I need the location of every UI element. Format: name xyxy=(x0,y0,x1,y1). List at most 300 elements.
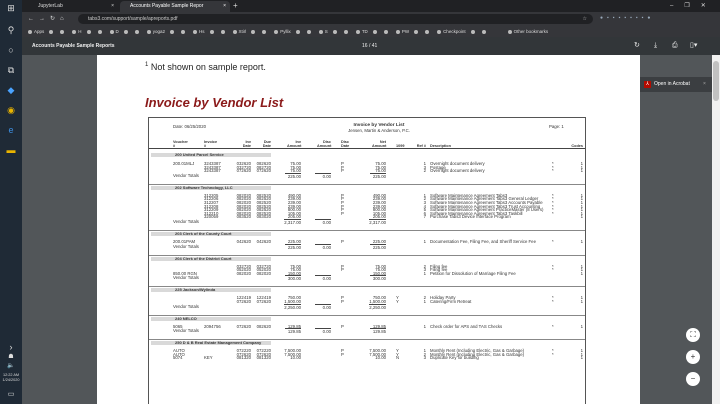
inv-date-cell: 082020 xyxy=(236,192,251,198)
clock-date: 1/24/2020 xyxy=(2,378,20,382)
bookmark-label: Xtirl xyxy=(238,29,247,34)
bookmark-favicon-icon xyxy=(251,30,255,34)
open-in-acrobat-label: Open in Acrobat xyxy=(654,81,690,87)
clock-time: 12:22 AM xyxy=(2,373,20,377)
net-amount-cell: 225.00 xyxy=(372,238,386,244)
disc-date-cell: P xyxy=(341,203,344,209)
report-date: Date: 06/25/2020 xyxy=(173,124,206,129)
due-date-cell: 082520 xyxy=(256,203,271,209)
total-inv-amount: 129.85 xyxy=(285,328,301,334)
bookmark-item[interactable] xyxy=(319,26,350,37)
voucher-cell: 850.00 RGN xyxy=(173,270,197,276)
code-cell: 1 xyxy=(580,298,583,304)
total-inv-amount: 300.00 xyxy=(285,275,301,281)
extension-icons[interactable]: ●▪▪▪▪▪▪▪● xyxy=(600,15,655,21)
code-cell: 1 xyxy=(580,355,583,361)
due-date-cell: 081320 xyxy=(256,355,271,361)
code-cell: 1 xyxy=(580,270,583,276)
vendor-header xyxy=(149,315,585,320)
inv-amount-cell: 239.00 xyxy=(287,199,301,205)
address-bar-row xyxy=(22,12,720,26)
vendor-header xyxy=(149,286,585,291)
inv-date-cell: 032720 xyxy=(236,263,251,269)
report-image xyxy=(148,117,586,404)
1099-cell: Y xyxy=(396,295,399,301)
description-cell: Software Maintenance Agreement Tabs3 Accounts Payable xyxy=(430,199,543,205)
code-cell: 1 xyxy=(580,214,583,220)
net-amount-cell: 800.00 xyxy=(372,207,386,213)
total-disc-amount: 0.00 xyxy=(315,275,331,281)
bookmark-label: H xyxy=(78,29,82,34)
total-net-amount: 2,250.00 xyxy=(369,304,386,310)
net-amount-cell: 150.00 xyxy=(372,270,386,276)
notifications-icon[interactable]: ▭ xyxy=(7,391,15,398)
net-amount-cell: 750.00 xyxy=(372,295,386,301)
flag-cell: * xyxy=(552,238,554,244)
net-amount-cell: 490.00 xyxy=(372,192,386,198)
inv-amount-cell: 150.00 xyxy=(287,270,301,276)
inv-date-cell: 082020 xyxy=(236,270,251,276)
flag-cell: * xyxy=(552,192,554,198)
flag-cell: * xyxy=(552,161,554,166)
total-net-amount: 225.00 xyxy=(370,244,386,250)
chrome-icon[interactable]: ◉ xyxy=(7,105,15,115)
flag-cell: * xyxy=(552,164,554,170)
vendor-header xyxy=(149,230,585,235)
due-date-cell: 083020 xyxy=(256,214,271,220)
vscode-icon[interactable]: ◆ xyxy=(7,85,15,95)
bookmark-item[interactable] xyxy=(508,26,549,37)
footnote xyxy=(145,62,266,72)
column-header: Description xyxy=(430,144,451,148)
flag-cell: * xyxy=(552,196,554,202)
bookmark-label: Checkpoint xyxy=(443,29,466,34)
column-header: Invoice # xyxy=(204,140,218,148)
inv-date-cell: 082020 xyxy=(236,210,251,216)
code-cell: 1 xyxy=(580,203,583,209)
description-cell: Filing fee xyxy=(430,263,448,269)
disc-date-cell: P xyxy=(341,199,344,205)
report-firm: Jensen, Martin & Anderson, P.C. xyxy=(348,128,410,133)
voucher-cell: 200.01MLJ xyxy=(173,161,195,166)
vendor-totals-row xyxy=(149,274,585,282)
inv-date-cell: 072620 xyxy=(236,351,251,357)
ref-cell: 2 xyxy=(423,168,426,174)
inv-date-cell: 072620 xyxy=(236,298,251,304)
ref-cell: 3 xyxy=(423,164,426,170)
inv-date-cell: 032620 xyxy=(236,161,251,166)
tab-strip xyxy=(22,0,720,12)
ref-cell: 2 xyxy=(423,196,426,202)
bookmark-label: TD xyxy=(361,29,368,34)
invoice-cell: 3243387 xyxy=(204,164,221,170)
invoice-cell: 312207 xyxy=(204,199,219,205)
edge-icon[interactable]: e xyxy=(8,125,14,135)
pdf-toolbar xyxy=(22,37,720,55)
ref-cell: 1 xyxy=(423,238,426,244)
vendor-totals-label: Vendor Totals xyxy=(173,243,199,249)
net-amount-cell: 105.00 xyxy=(372,210,386,216)
windows-start-icon[interactable]: ⊞ xyxy=(7,3,15,13)
net-amount-cell: 1,500.00 xyxy=(369,298,386,304)
column-header: Ref # xyxy=(416,144,426,148)
inv-amount-cell: 10.00 xyxy=(290,355,301,361)
flag-cell: * xyxy=(552,295,554,301)
column-header: Inv Date xyxy=(242,140,251,148)
clock[interactable] xyxy=(0,373,22,383)
page-indicator[interactable]: 16 / 41 xyxy=(362,43,378,49)
flag-cell: * xyxy=(552,207,554,213)
disc-date-cell: P xyxy=(341,323,344,329)
code-cell: 1 xyxy=(580,263,583,269)
bookmark-favicon-icon xyxy=(471,30,475,34)
tab-jupyterlab[interactable] xyxy=(28,1,118,12)
column-header: Voucher # xyxy=(173,140,188,148)
zoom-out-icon[interactable]: − xyxy=(686,372,700,386)
inv-amount-cell: 800.00 xyxy=(287,207,301,213)
net-amount-cell: 75.00 xyxy=(375,161,386,166)
due-date-cell: 082520 xyxy=(256,210,271,216)
inv-amount-cell: 7,500.00 xyxy=(284,351,301,357)
voucher-cell: 5074 xyxy=(173,355,183,361)
inv-date-cell: 032720 xyxy=(236,164,251,170)
inv-date-cell: 122419 xyxy=(236,295,251,301)
close-icon[interactable]: × xyxy=(703,81,706,87)
invoice-cell: 312209 xyxy=(204,207,219,213)
1099-cell: Y xyxy=(396,351,399,357)
bookmark-item[interactable] xyxy=(147,26,187,37)
bookmark-favicon-icon xyxy=(60,30,64,34)
url-input[interactable] xyxy=(78,14,593,24)
table-row xyxy=(149,355,585,359)
flag-cell: * xyxy=(552,348,554,354)
ref-cell: 6 xyxy=(423,210,426,216)
inv-date-cell: 082020 xyxy=(236,199,251,205)
bookmark-item[interactable] xyxy=(28,26,66,37)
due-date-cell: 072620 xyxy=(256,298,271,304)
total-net-amount: 129.85 xyxy=(370,328,386,334)
ref-cell: 3 xyxy=(423,267,426,273)
total-disc-amount: 0.00 xyxy=(315,219,331,225)
due-date-cell: 072620 xyxy=(256,168,271,174)
vendor-name: 200 United Parcel Service xyxy=(151,153,271,157)
fit-page-icon[interactable]: ⛶ xyxy=(686,328,700,342)
code-cell: 1 xyxy=(580,210,583,216)
task-view-icon[interactable]: ⧉ xyxy=(7,65,15,75)
inv-amount-cell: 75.00 xyxy=(290,263,301,269)
net-amount-cell: 129.85 xyxy=(372,323,386,329)
description-cell: Postage xyxy=(430,164,446,170)
bookmark-star-icon[interactable]: ☆ xyxy=(582,16,587,22)
code-cell: 1 xyxy=(580,348,583,354)
open-in-acrobat-button[interactable] xyxy=(640,77,712,92)
bookmark-item[interactable] xyxy=(193,26,227,37)
due-date-cell: 052020 xyxy=(256,267,271,273)
code-cell: 1 xyxy=(580,207,583,213)
more-options-icon[interactable]: ▯▾ xyxy=(690,42,698,49)
rotate-icon[interactable]: ↻ xyxy=(634,42,640,49)
description-cell: Filing fee xyxy=(430,267,448,273)
inv-amount-cell: 129.85 xyxy=(287,323,301,329)
inv-date-cell: 072620 xyxy=(236,168,251,174)
total-inv-amount: 2,317.00 xyxy=(284,219,301,225)
vendor-totals-label: Vendor Totals xyxy=(173,328,199,334)
ref-cell: 2 xyxy=(423,351,426,357)
code-cell: 1 xyxy=(580,196,583,202)
disc-date-cell: P xyxy=(341,238,344,244)
bookmark-favicon-icon xyxy=(98,30,102,34)
ref-cell: 1 xyxy=(423,323,426,329)
file-explorer-icon[interactable]: ▬ xyxy=(6,145,16,155)
net-amount-cell: 10.00 xyxy=(375,355,386,361)
bookmark-favicon-icon xyxy=(233,30,237,34)
vendor-name: 225 Jackson/Wylinda xyxy=(151,288,271,292)
flag-cell: * xyxy=(552,267,554,273)
search-icon[interactable]: ⚲ xyxy=(7,25,15,35)
disc-date-cell: P xyxy=(341,351,344,357)
ref-cell: 7 xyxy=(423,214,426,220)
column-header: Net Amount xyxy=(372,140,387,148)
net-amount-cell: 7,500.00 xyxy=(369,351,386,357)
inv-amount-cell: 7,500.00 xyxy=(284,348,301,354)
net-amount-cell: 239.00 xyxy=(372,199,386,205)
inv-date-cell: 072220 xyxy=(236,348,251,354)
code-cell: 1 xyxy=(580,295,583,301)
column-header: Codes xyxy=(571,144,583,148)
bookmark-item[interactable] xyxy=(233,26,269,37)
inv-amount-cell: 75.00 xyxy=(290,164,301,170)
code-cell: 1 xyxy=(580,192,583,198)
inv-amount-cell: 75.00 xyxy=(290,161,301,166)
vendor-totals-label: Vendor Totals xyxy=(173,275,199,281)
side-panel xyxy=(640,55,712,404)
bookmark-favicon-icon xyxy=(437,30,441,34)
bookmark-label: Apps xyxy=(34,29,45,34)
description-cell: Check order for APS and TAS Checks xyxy=(430,323,503,329)
due-date-cell: 122419 xyxy=(256,295,271,301)
bookmark-favicon-icon xyxy=(296,30,300,34)
inv-amount-cell: 75.00 xyxy=(290,168,301,174)
bookmark-favicon-icon xyxy=(181,30,185,34)
chevron-right-icon[interactable]: › xyxy=(9,342,13,352)
net-amount-cell: 239.00 xyxy=(372,203,386,209)
bookmark-favicon-icon xyxy=(28,30,32,34)
description-cell: Overnight document delivery xyxy=(430,168,485,174)
bookmark-label: PW xyxy=(401,29,410,34)
invoice-cell: KEY xyxy=(204,355,213,361)
inv-amount-cell: 1,500.00 xyxy=(284,298,301,304)
inv-amount-cell: 205.00 xyxy=(287,214,301,220)
net-amount-cell: 75.00 xyxy=(375,164,386,170)
vendor-name: 204 Clerk of the District Court xyxy=(151,257,271,261)
bookmark-favicon-icon xyxy=(425,30,429,34)
ref-cell: 1 xyxy=(423,192,426,198)
vendor-totals-row xyxy=(149,243,585,248)
bookmark-label: S xyxy=(324,29,328,34)
description-cell: Software Maintenance Agreement Tabs3 General Ledger xyxy=(430,196,539,202)
footnote-text: Not shown on sample report. xyxy=(150,62,266,72)
1099-cell: Y xyxy=(396,348,399,354)
scrollbar-thumb[interactable] xyxy=(713,61,719,101)
bookmark-favicon-icon xyxy=(147,30,151,34)
bookmark-favicon-icon xyxy=(396,30,400,34)
bookmark-favicon-icon xyxy=(110,30,114,34)
ref-cell: 1 xyxy=(423,270,426,276)
tab-accounts-payable[interactable] xyxy=(120,1,230,12)
due-date-cell: 042620 xyxy=(256,238,271,244)
bookmark-item[interactable] xyxy=(110,26,141,37)
window-controls[interactable]: –❐✕ xyxy=(670,3,717,9)
disc-date-cell: P xyxy=(341,168,344,174)
due-date-cell: 032720 xyxy=(256,263,271,269)
section-title: Invoice by Vendor List xyxy=(145,95,284,110)
vendor-name: 250 D & B Real Estate Management Company xyxy=(151,341,271,345)
total-disc-amount: 0.00 xyxy=(315,244,331,250)
vendor-totals-row xyxy=(149,218,585,223)
total-net-amount: 225.00 xyxy=(370,173,386,179)
bookmark-label: Other bookmarks xyxy=(513,29,549,34)
vendor-totals-label: Vendor Totals xyxy=(173,303,199,309)
inv-date-cell: 052020 xyxy=(236,267,251,273)
due-date-cell: 072220 xyxy=(256,348,271,354)
ref-cell: 2 xyxy=(423,263,426,269)
inv-amount-cell: 490.00 xyxy=(287,192,301,198)
code-cell: 1 xyxy=(580,267,583,273)
scrollbar[interactable] xyxy=(712,55,720,404)
inv-date-cell: 082020 xyxy=(236,196,251,202)
bookmarks-bar xyxy=(22,26,720,37)
ref-cell: 2 xyxy=(423,295,426,301)
bookmark-favicon-icon xyxy=(333,30,337,34)
bookmark-favicon-icon xyxy=(384,30,388,34)
vendor-totals-row xyxy=(149,303,585,308)
total-disc-amount: 0.00 xyxy=(315,328,331,334)
total-inv-amount: 225.00 xyxy=(285,173,301,179)
inv-date-cell: 083520 xyxy=(236,214,251,220)
description-cell: Holiday Party xyxy=(430,295,456,301)
disc-date-cell: P xyxy=(341,164,344,170)
cortana-icon[interactable]: ○ xyxy=(8,45,14,55)
vendor-totals-label: Vendor Totals xyxy=(173,172,199,178)
inv-date-cell: 082020 xyxy=(236,203,251,209)
bookmark-item[interactable] xyxy=(356,26,390,37)
close-icon[interactable]: × xyxy=(111,3,114,9)
column-header: Due Date xyxy=(262,140,271,148)
bookmark-label: yoga2 xyxy=(152,29,166,34)
volume-icon[interactable]: 🔈 xyxy=(7,363,15,369)
bookmark-item[interactable] xyxy=(437,26,488,37)
column-header: 1099 xyxy=(396,144,405,148)
bookmark-favicon-icon xyxy=(508,30,512,34)
download-icon[interactable]: ⤓ xyxy=(654,42,658,49)
zoom-in-icon[interactable]: + xyxy=(686,350,700,364)
vendor-name: 203 Clerk of the County Court xyxy=(151,232,271,236)
due-date-cell: 082020 xyxy=(256,270,271,276)
bookmark-favicon-icon xyxy=(344,30,348,34)
ref-cell: 3 xyxy=(423,355,426,361)
flag-cell: * xyxy=(552,263,554,269)
bookmark-favicon-icon xyxy=(210,30,214,34)
description-cell: Catering/Firm Retreat xyxy=(430,298,472,304)
voucher-cell: AUTO xyxy=(173,351,185,357)
bookmark-favicon-icon xyxy=(274,30,278,34)
bookmark-label: Pyllix xyxy=(280,29,291,34)
description-cell: Monthly Rent (Including Electric, Gas & Garbage) xyxy=(430,351,525,357)
due-date-cell: 082520 xyxy=(256,192,271,198)
flag-cell: * xyxy=(552,323,554,329)
code-cell: 1 xyxy=(580,351,583,357)
bookmark-favicon-icon xyxy=(87,30,91,34)
inv-amount-cell: 239.00 xyxy=(287,203,301,209)
bookmark-item[interactable] xyxy=(274,26,313,37)
inv-amount-cell: 750.00 xyxy=(287,295,301,301)
close-icon[interactable]: × xyxy=(223,3,226,9)
bookmark-item[interactable] xyxy=(72,26,103,37)
inv-date-cell: 082020 xyxy=(236,207,251,213)
due-date-cell: 082520 xyxy=(256,196,271,202)
tab-label: Accounts Payable Sample Repor xyxy=(130,3,204,9)
voucher-cell: 200.01PAM xyxy=(173,238,196,244)
description-cell: Software Maintenance Agreement PracticeMaster (8 Users) xyxy=(430,207,544,213)
report-page: Page: 1 xyxy=(549,124,564,129)
code-cell: 1 xyxy=(580,238,583,244)
disc-date-cell: P xyxy=(341,298,344,304)
inv-amount-cell: 75.00 xyxy=(290,267,301,273)
print-icon[interactable]: ⎙ xyxy=(672,42,678,49)
bookmark-favicon-icon xyxy=(221,30,225,34)
due-date-cell: 082620 xyxy=(256,323,271,329)
bookmark-favicon-icon xyxy=(135,30,139,34)
new-tab-button[interactable]: + xyxy=(233,1,238,10)
vendor-totals-row xyxy=(149,172,585,177)
invoice-cell: 312210 xyxy=(204,210,219,216)
pdf-title: Accounts Payable Sample Reports xyxy=(32,43,115,49)
flag-cell: * xyxy=(552,203,554,209)
nav-buttons[interactable]: ←→↻⌂ xyxy=(28,16,69,22)
bookmark-item[interactable] xyxy=(396,26,431,37)
voucher-cell: AUTO xyxy=(173,348,185,354)
total-inv-amount: 2,250.00 xyxy=(284,304,301,310)
inv-amount-cell: 225.00 xyxy=(287,238,301,244)
acrobat-icon: ⅄ xyxy=(645,81,650,87)
bookmark-favicon-icon xyxy=(49,30,53,34)
description-cell: Overnight document delivery xyxy=(430,161,485,166)
disc-date-cell: P xyxy=(341,348,344,354)
tab-label: JupyterLab xyxy=(38,3,63,9)
voucher-cell: 5065 xyxy=(173,323,183,329)
column-header: Inv Amount xyxy=(287,140,302,148)
bookmark-favicon-icon xyxy=(373,30,377,34)
due-date-cell: 072620 xyxy=(256,351,271,357)
ref-cell: 1 xyxy=(423,298,426,304)
description-cell: Petition for Dissolution of Marriage Filing Fee xyxy=(430,270,516,276)
disc-date-cell: P xyxy=(341,207,344,213)
description-cell: Software Maintenance Agreement Tabs3 xyxy=(430,192,508,198)
vendor-header xyxy=(149,339,585,344)
inv-amount-cell: 105.00 xyxy=(287,210,301,216)
url-text: tabs3.com/support/sample/apreports.pdf xyxy=(88,16,178,22)
disc-date-cell: P xyxy=(341,263,344,269)
network-icon[interactable]: ☗ xyxy=(8,354,14,360)
1099-cell: Y xyxy=(396,298,399,304)
flag-cell: * xyxy=(552,298,554,304)
net-amount-cell: 205.00 xyxy=(372,214,386,220)
code-cell: 1 xyxy=(580,168,583,174)
code-cell: 1 xyxy=(580,161,583,166)
inv-date-cell: 042620 xyxy=(236,238,251,244)
due-date-cell: 082720 xyxy=(256,164,271,170)
vendor-header xyxy=(149,152,585,157)
